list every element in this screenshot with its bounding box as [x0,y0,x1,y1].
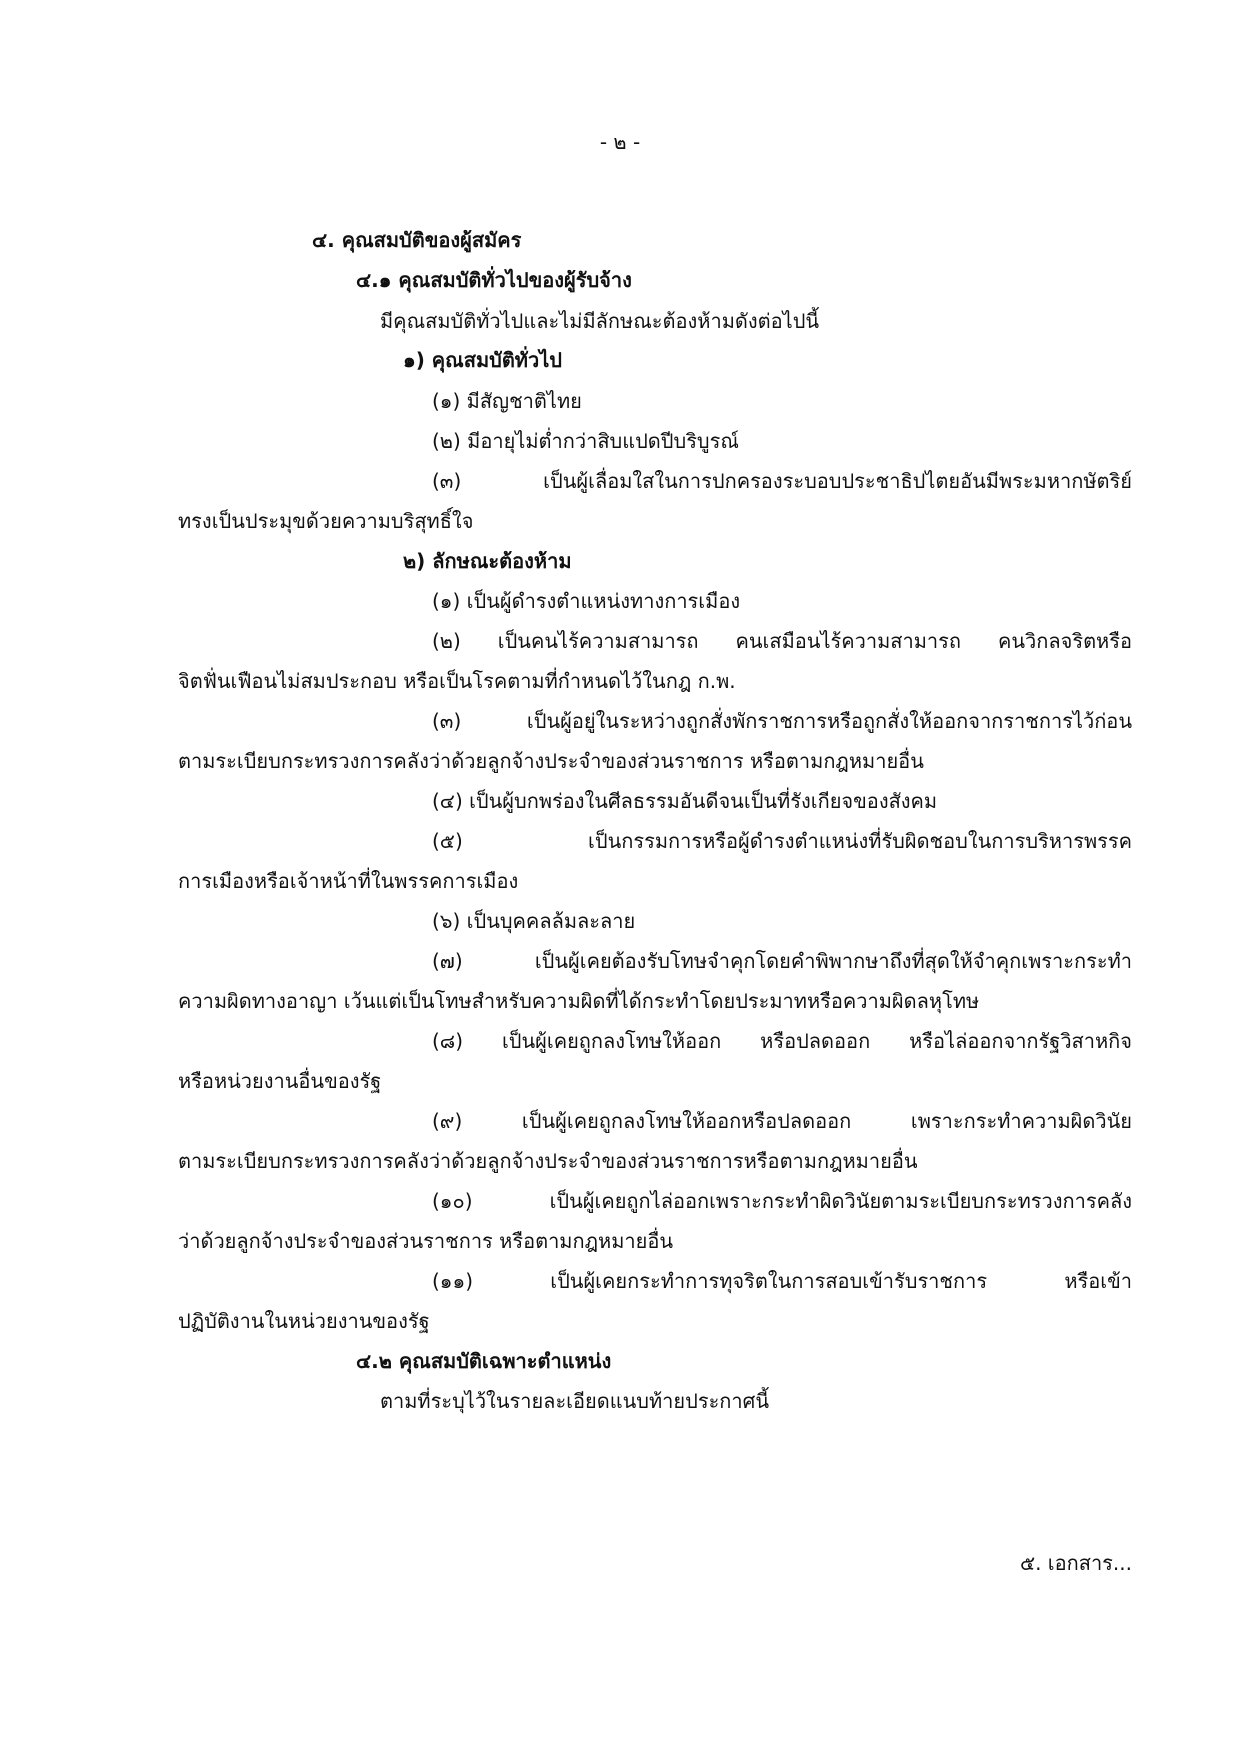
prohibited-item-2-line-2: จิตฟั่นเฟือนไม่สมประกอบ หรือเป็นโรคตามที่กำหนดไว้ในกฎ ก.พ. [178,669,736,693]
prohibited-item-10-line-1: (๑๐) เป็นผู้เคยถูกไล่ออกเพราะกระทำผิดวินัยตามระเบียบกระทรวงการคลัง [432,1189,1132,1213]
prohibited-item-11-line-2: ปฏิบัติงานในหน่วยงานของรัฐ [178,1309,430,1333]
prohibited-item-7-line-1: (๗) เป็นผู้เคยต้องรับโทษจำคุกโดยคำพิพากษาถึงที่สุดให้จำคุกเพราะกระทำ [432,949,1132,973]
prohibited-heading: ๒) ลักษณะต้องห้าม [403,549,572,573]
section-4-2-heading: ๔.๒ คุณสมบัติเฉพาะตำแหน่ง [356,1349,612,1373]
prohibited-item-9-line-1: (๙) เป็นผู้เคยถูกลงโทษให้ออกหรือปลดออก เพราะกระทำความผิดวินัย [432,1109,1132,1133]
general-item-2: (๒) มีอายุไม่ต่ำกว่าสิบแปดปีบริบูรณ์ [432,429,739,453]
prohibited-item-3-line-1: (๓) เป็นผู้อยู่ในระหว่างถูกสั่งพักราชการหรือถูกสั่งให้ออกจากราชการไว้ก่อน [432,709,1132,733]
prohibited-item-5-line-2: การเมืองหรือเจ้าหน้าที่ในพรรคการเมือง [178,869,519,893]
general-item-3-line-1: (๓) เป็นผู้เลื่อมใสในการปกครองระบอบประชาธิปไตยอันมีพระมหากษัตริย์ [432,469,1132,493]
prohibited-item-9-line-2: ตามระเบียบกระทรวงการคลังว่าด้วยลูกจ้างประจำของส่วนราชการหรือตามกฎหมายอื่น [178,1149,918,1173]
prohibited-item-8-line-2: หรือหน่วยงานอื่นของรัฐ [178,1069,382,1093]
page-number: - ๒ - [599,130,641,154]
prohibited-item-11-line-1: (๑๑) เป็นผู้เคยกระทำการทุจริตในการสอบเข้ารับราชการ หรือเข้า [432,1269,1132,1293]
prohibited-item-5-line-1: (๕) เป็นกรรมการหรือผู้ดำรงตำแหน่งที่รับผิดชอบในการบริหารพรรค [432,829,1132,853]
section-4-2-text: ตามที่ระบุไว้ในรายละเอียดแนบท้ายประกาศนี้ [380,1389,770,1413]
section-4-1-heading: ๔.๑ คุณสมบัติทั่วไปของผู้รับจ้าง [356,268,632,292]
prohibited-item-4: (๔) เป็นผู้บกพร่องในศีลธรรมอันดีจนเป็นที่รังเกียจของสังคม [432,789,938,813]
prohibited-item-3-line-2: ตามระเบียบกระทรวงการคลังว่าด้วยลูกจ้างประจำของส่วนราชการ หรือตามกฎหมายอื่น [178,749,924,773]
section-4-1-intro: มีคุณสมบัติทั่วไปและไม่มีลักษณะต้องห้ามดังต่อไปนี้ [380,309,820,333]
general-qualifications-heading: ๑) คุณสมบัติทั่วไป [403,348,562,372]
prohibited-item-10-line-2: ว่าด้วยลูกจ้างประจำของส่วนราชการ หรือตามกฎหมายอื่น [178,1229,674,1253]
prohibited-item-7-line-2: ความผิดทางอาญา เว้นแต่เป็นโทษสำหรับความผิดที่ได้กระทำโดยประมาทหรือความผิดลหุโทษ [178,989,980,1013]
next-page-reference: ๕. เอกสาร... [1019,1551,1132,1575]
section-4-heading: ๔. คุณสมบัติของผู้สมัคร [312,228,522,252]
prohibited-item-1: (๑) เป็นผู้ดำรงตำแหน่งทางการเมือง [432,589,741,613]
prohibited-item-6: (๖) เป็นบุคคลล้มละลาย [432,909,636,933]
general-item-1: (๑) มีสัญชาติไทย [432,389,582,413]
prohibited-item-2-line-1: (๒) เป็นคนไร้ความสามารถ คนเสมือนไร้ความสามารถ คนวิกลจริตหรือ [432,629,1132,653]
general-item-3-line-2: ทรงเป็นประมุขด้วยความบริสุทธิ์ใจ [178,509,474,533]
prohibited-item-8-line-1: (๘) เป็นผู้เคยถูกลงโทษให้ออก หรือปลดออก หรือไล่ออกจากรัฐวิสาหกิจ [432,1029,1132,1053]
